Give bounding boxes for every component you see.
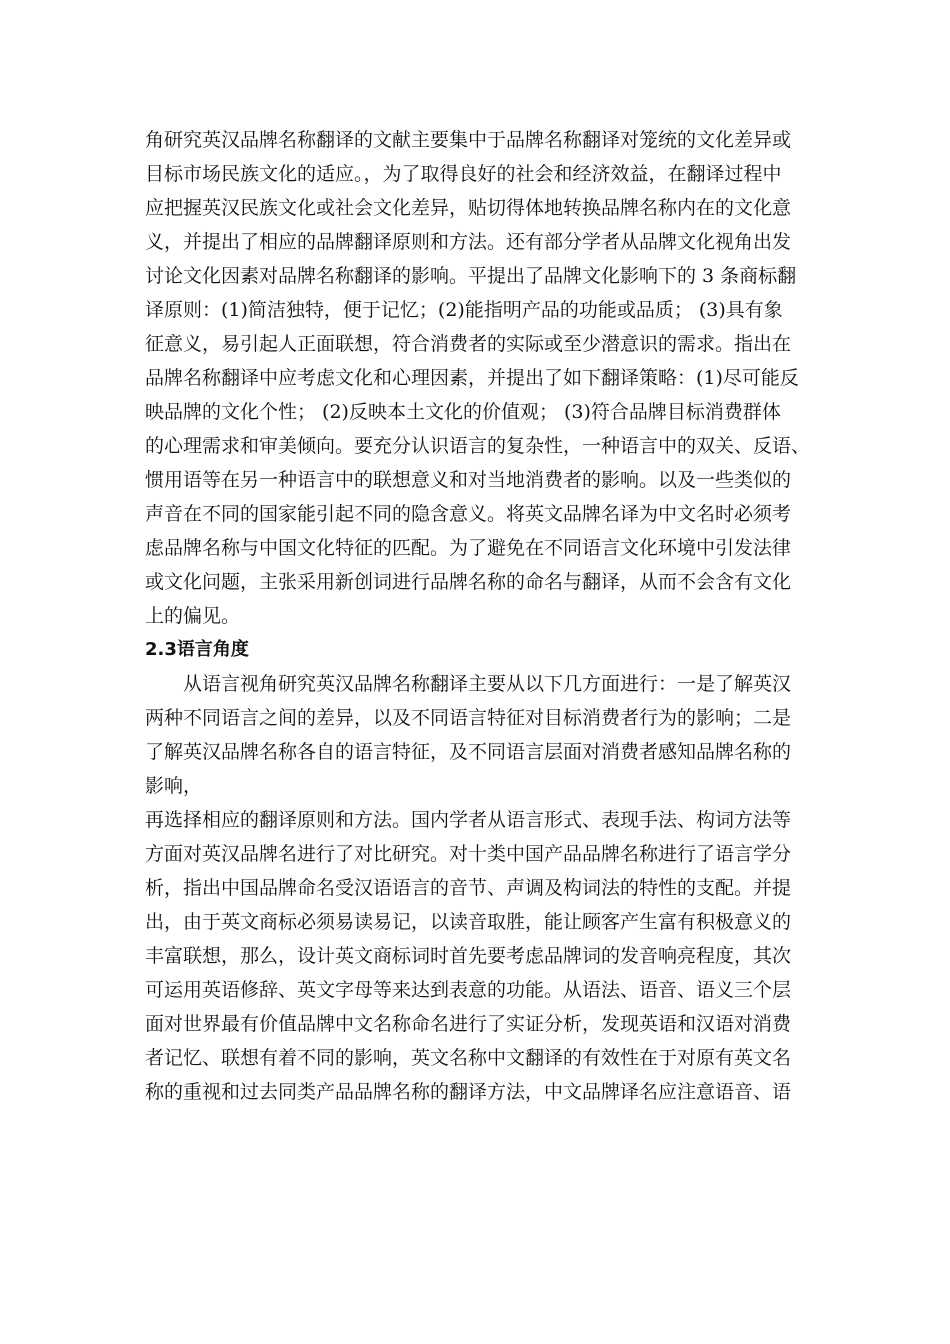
- text-line: 品牌名称翻译中应考虑文化和心理因素，并提出了如下翻译策略：(1)尽可能反: [145, 367, 799, 389]
- text-line: 从语言视角研究英汉品牌名称翻译主要从以下几方面进行：一是了解英汉: [183, 673, 792, 695]
- text-line: 声音在不同的国家能引起不同的隐含意义。将英文品牌名译为中文名时必须考: [145, 503, 792, 525]
- text-line: 方面对英汉品牌名进行了对比研究。对十类中国产品品牌名称进行了语言学分: [145, 843, 792, 865]
- text-line: 映品牌的文化个性； (2)反映本土文化的价值观； (3)符合品牌目标消费群体: [145, 401, 781, 423]
- section-heading: 2.3语言角度: [145, 639, 249, 660]
- text-line: 译原则：(1)简洁独特，便于记忆；(2)能指明产品的功能或品质； (3)具有象: [145, 299, 783, 321]
- body-text: [145, 123, 815, 1109]
- text-line: 虑品牌名称与中国文化特征的匹配。为了避免在不同语言文化环境中引发法律: [145, 537, 792, 559]
- text-line: 再选择相应的翻译原则和方法。国内学者从语言形式、表现手法、构词方法等: [145, 809, 792, 831]
- text-line: 影响，: [145, 775, 203, 797]
- text-line: 应把握英汉民族文化或社会文化差异，贴切得体地转换品牌名称内在的文化意: [145, 197, 792, 219]
- text-line: 惯用语等在另一种语言中的联想意义和对当地消费者的影响。以及一些类似的: [145, 469, 792, 491]
- text-line: 析，指出中国品牌命名受汉语语言的音节、声调及构词法的特性的支配。并提: [145, 877, 792, 899]
- text-line: 了解英汉品牌名称各自的语言特征，及不同语言层面对消费者感知品牌名称的: [145, 741, 792, 763]
- text-line: 目标市场民族文化的适应。，为了取得良好的社会和经济效益，在翻译过程中: [145, 163, 782, 185]
- text-line: 上的偏见。: [145, 605, 241, 627]
- text-line: 称的重视和过去同类产品品牌名称的翻译方法，中文品牌译名应注意语音、语: [145, 1081, 792, 1103]
- text-line: 面对世界最有价值品牌中文名称命名进行了实证分析，发现英语和汉语对消费: [145, 1013, 792, 1035]
- text-line: 角研究英汉品牌名称翻译的文献主要集中于品牌名称翻译对笼统的文化差异或: [145, 129, 792, 151]
- text-line: 可运用英语修辞、英文字母等来达到表意的功能。从语法、语音、语义三个层: [145, 979, 792, 1001]
- text-line: 两种不同语言之间的差异，以及不同语言特征对目标消费者行为的影响；二是: [145, 707, 792, 729]
- text-line: 的心理需求和审美倾向。要充分认识语言的复杂性，一种语言中的双关、反语、: [145, 435, 811, 457]
- text-line: 讨论文化因素对品牌名称翻译的影响。平提出了品牌文化影响下的 3 条商标翻: [145, 265, 797, 287]
- text-line: 征意义，易引起人正面联想，符合消费者的实际或至少潜意识的需求。指出在: [145, 333, 792, 355]
- text-line: 者记忆、联想有着不同的影响，英文名称中文翻译的有效性在于对原有英文名: [145, 1047, 792, 1069]
- text-line: 义，并提出了相应的品牌翻译原则和方法。还有部分学者从品牌文化视角出发: [145, 231, 792, 253]
- text-line: 出，由于英文商标必须易读易记，以读音取胜，能让顾客产生富有积极意义的: [145, 911, 792, 933]
- text-line: 丰富联想，那么，设计英文商标词时首先要考虑品牌词的发音响亮程度，其次: [145, 945, 792, 967]
- text-line: 或文化问题，主张采用新创词进行品牌名称的命名与翻译，从而不会含有文化: [145, 571, 792, 593]
